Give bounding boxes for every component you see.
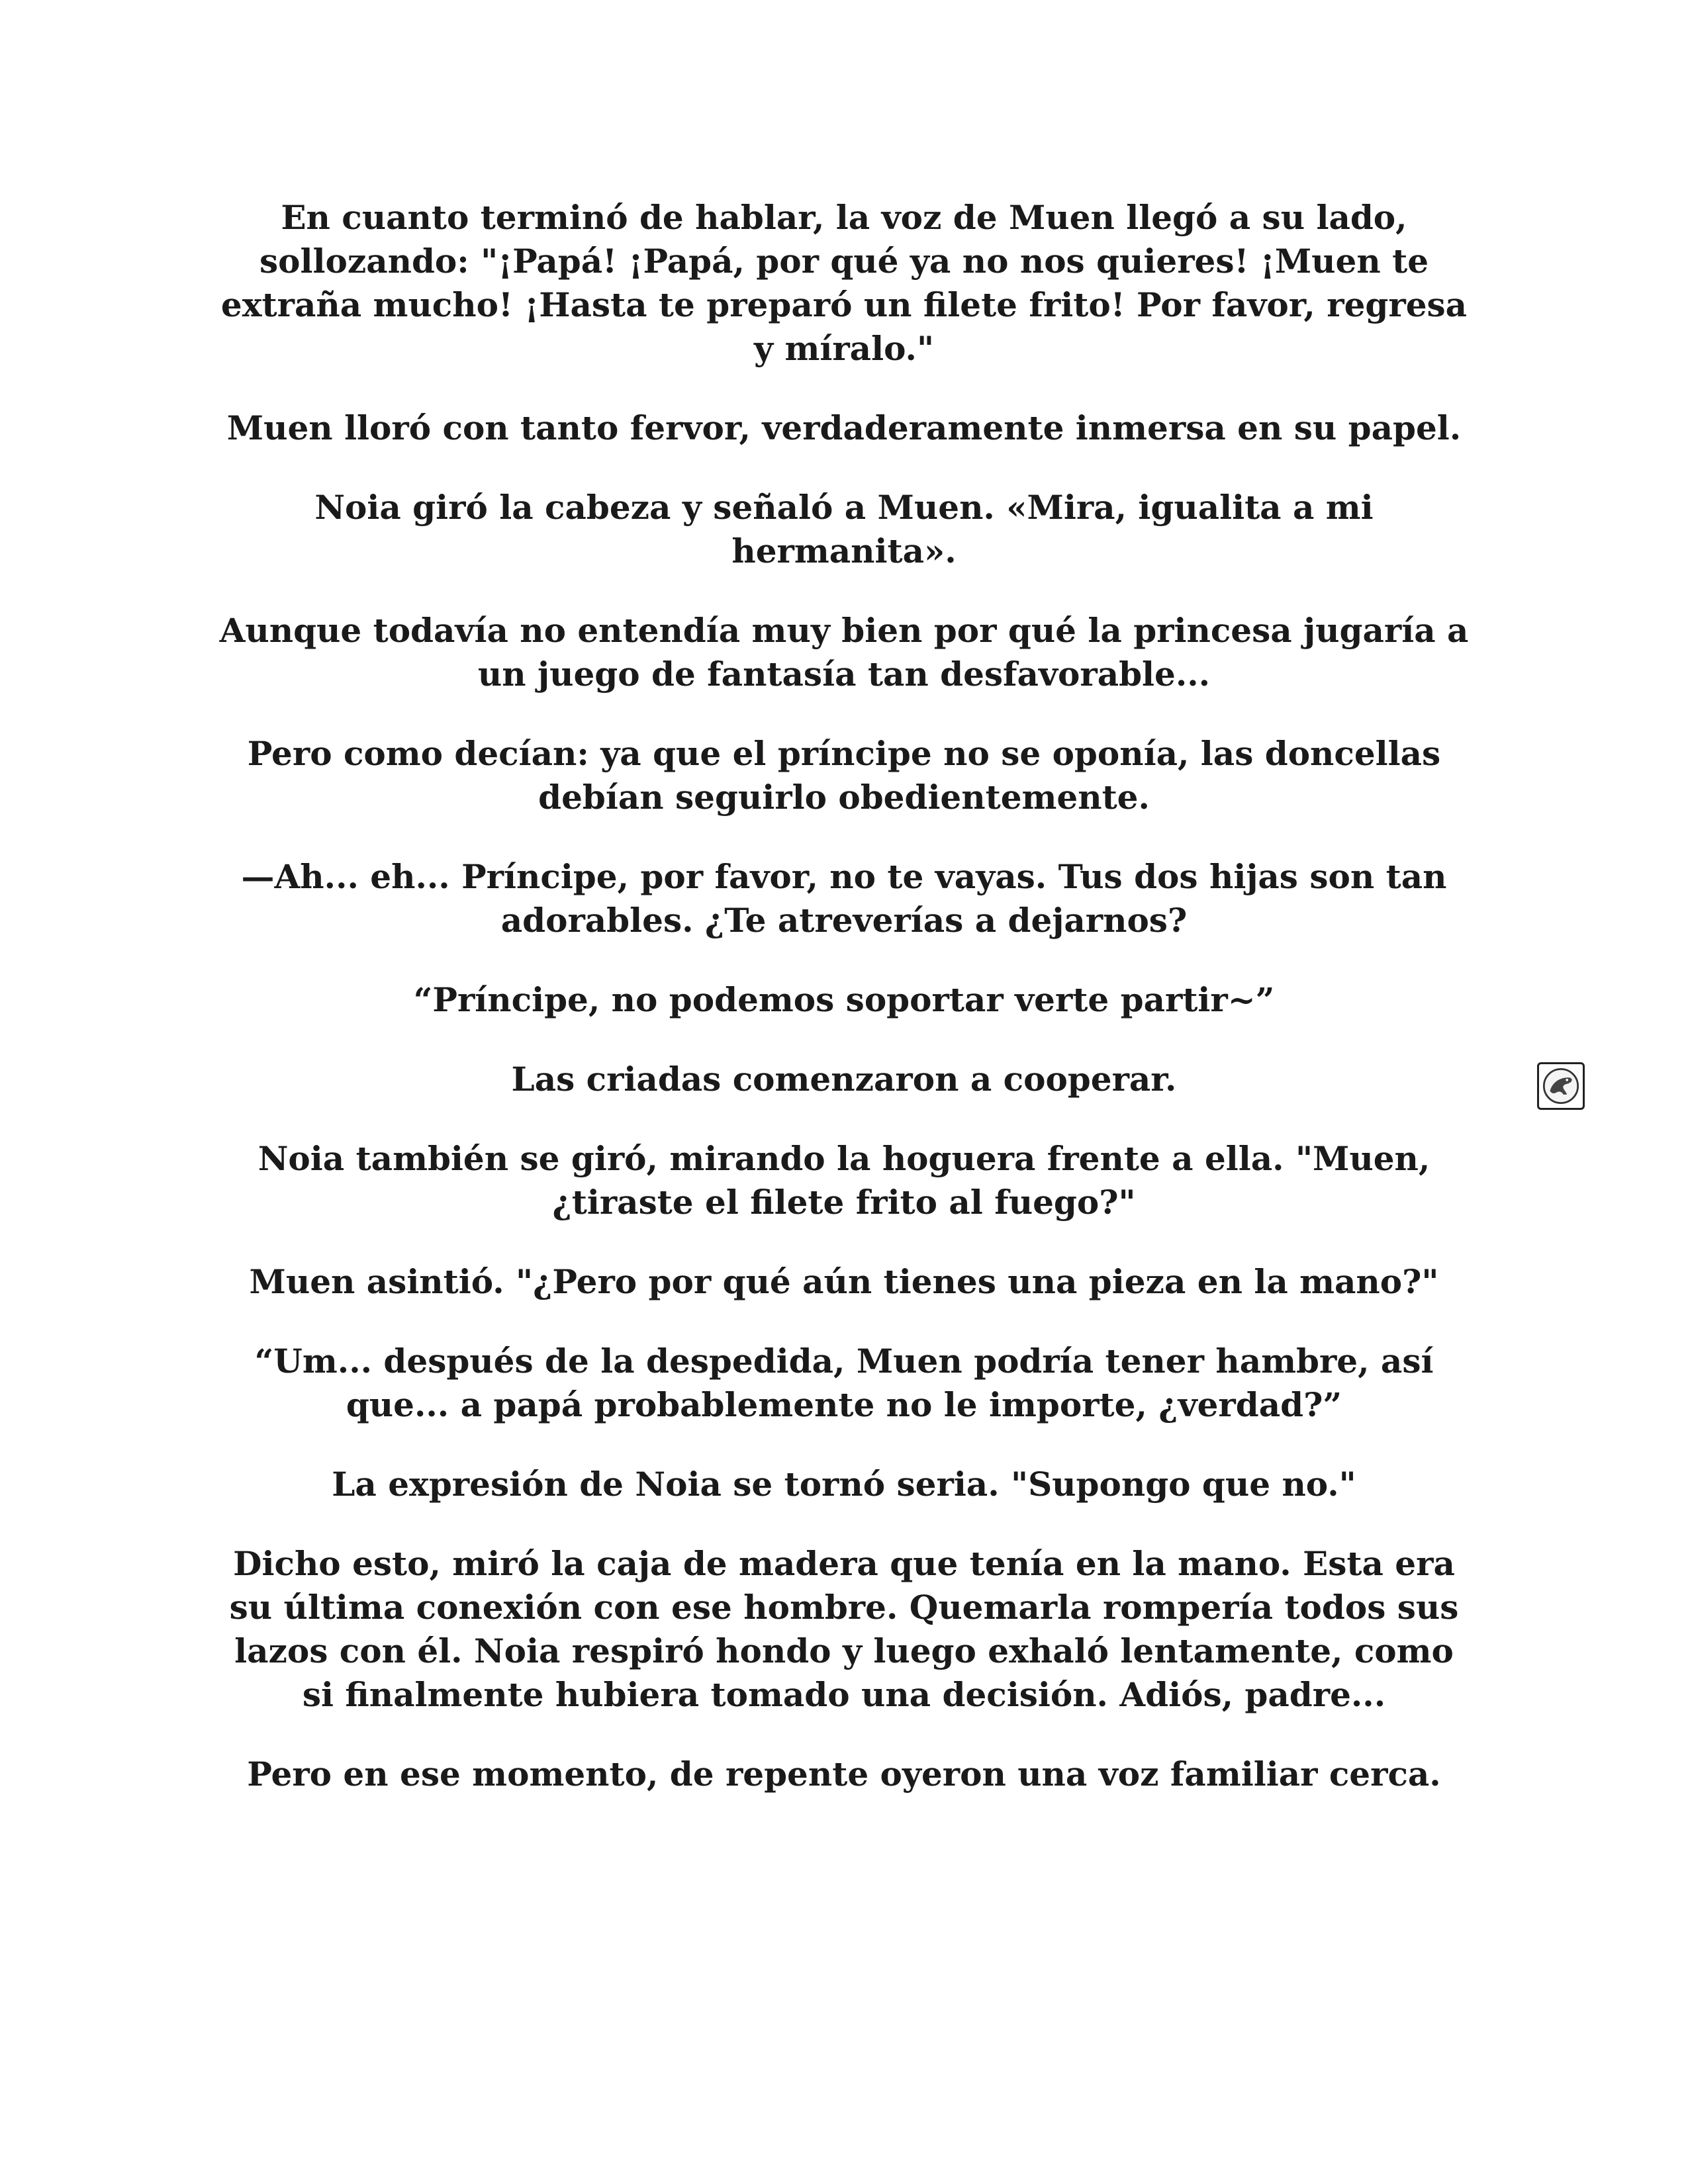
paragraph-9: Noia también se giró, mirando la hoguera frente a ella. "Muen, ¿tiraste el filete frito al fuego?" (258, 1139, 1430, 1222)
paragraph-6: —Ah... eh... Príncipe, por favor, no te vayas. Tus dos hijas son tan adorables. ¿Te atreverías a dejarnos? (241, 857, 1447, 940)
dinosaur-logo-icon (1537, 1062, 1585, 1110)
paragraph-12: La expresión de Noia se tornó seria. "Supongo que no." (332, 1465, 1356, 1504)
paragraph-1: En cuanto terminó de hablar, la voz de Muen llegó a su lado, sollozando: "¡Papá! ¡Papá, por qué ya no nos quieres! ¡Muen te extraña mucho! ¡Hasta te preparó un filete frito! Por favor, regresa y míralo." (220, 198, 1468, 368)
paragraph-5: Pero como decían: ya que el príncipe no se oponía, las doncellas debían seguirlo obedientemente. (247, 734, 1441, 817)
paragraph-8: Las criadas comenzaron a cooperar. (511, 1060, 1177, 1099)
paragraph-7: “Príncipe, no podemos soportar verte partir~” (413, 980, 1275, 1019)
paragraph-11: “Um... después de la despedida, Muen podría tener hambre, así que... a papá probablemente no le importe, ¿verdad?” (254, 1342, 1434, 1424)
paragraph-10: Muen asintió. "¿Pero por qué aún tienes una pieza en la mano?" (249, 1262, 1439, 1301)
paragraph-13: Dicho esto, miró la caja de madera que tenía en la mano. Esta era su última conexión con ese hombre. Quemarla rompería todos sus lazos con él. Noia respiró hondo y luego exhaló lentamente, como si finalmente hubiera tomado una decisión. Adiós, padre... (229, 1544, 1459, 1714)
paragraph-2: Muen lloró con tanto fervor, verdaderamente inmersa en su papel. (226, 408, 1462, 447)
story-text (218, 196, 1470, 1832)
paragraph-3: Noia giró la cabeza y señaló a Muen. «Mira, igualita a mi hermanita». (314, 488, 1374, 570)
paragraph-14: Pero en ese momento, de repente oyeron una voz familiar cerca. (247, 1754, 1441, 1794)
paragraph-4: Aunque todavía no entendía muy bien por qué la princesa jugaría a un juego de fantasía tan desfavorable... (219, 611, 1469, 694)
